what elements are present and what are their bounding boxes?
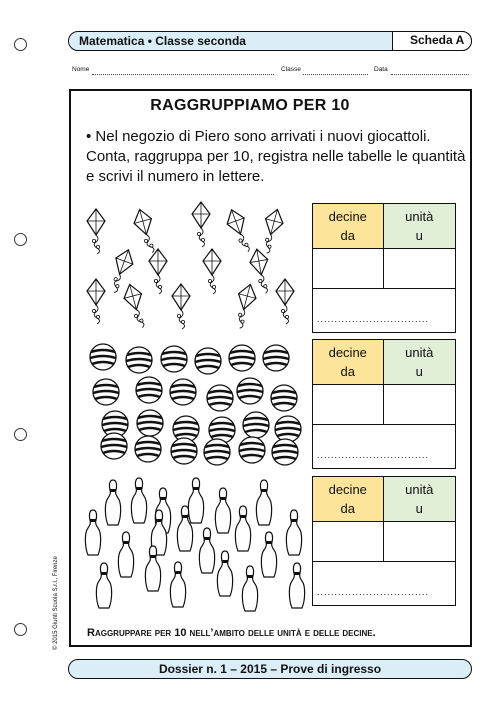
- number-in-words-cell[interactable]: ................................: [313, 424, 455, 468]
- scheda-label: Scheda A: [392, 31, 472, 51]
- bowling-pin-icon: [85, 478, 304, 611]
- decine-input-cell[interactable]: [313, 521, 384, 561]
- exercise-title: RAGGRUPPIAMO PER 10: [150, 97, 350, 114]
- decine-header: decine da: [313, 340, 384, 384]
- place-value-table-pins: [312, 476, 456, 606]
- place-value-table-kites: [312, 203, 456, 333]
- place-value-table-balls: [312, 339, 456, 469]
- unita-input-cell[interactable]: [384, 384, 456, 424]
- decine-header: decine da: [313, 204, 384, 248]
- exercise-note: Raggruppare per 10 nell’ambito delle unità e delle decine.: [87, 627, 376, 639]
- data-label: Data: [374, 66, 388, 73]
- decine-input-cell[interactable]: [313, 384, 384, 424]
- footer-dossier: Dossier n. 1 – 2015 – Prove di ingresso: [158, 662, 382, 676]
- number-in-words-cell[interactable]: ................................: [313, 288, 455, 332]
- unita-header: unità u: [384, 204, 456, 248]
- nome-label: Nome: [72, 66, 90, 73]
- exercise-instruction: • Nel negozio di Piero sono arrivati i nuovi giocattoli. Conta, raggruppa per 10, registra nelle tabelle le quantità e scrivi il numero in lettere.: [86, 128, 466, 185]
- header-title: Matematica • Classe seconda: [79, 34, 246, 48]
- unita-input-cell[interactable]: [384, 521, 456, 561]
- classe-label: Classe: [281, 66, 301, 73]
- unita-input-cell[interactable]: [384, 248, 456, 288]
- ball-icon: [90, 344, 301, 465]
- number-in-words-cell[interactable]: ................................: [313, 561, 455, 605]
- unita-header: unità u: [384, 477, 456, 521]
- kite-icon: [87, 202, 294, 330]
- decine-header: decine da: [313, 477, 384, 521]
- unita-header: unità u: [384, 340, 456, 384]
- copyright-text: © 2015 Giunti Scuola S.r.l., Firenze: [53, 556, 59, 650]
- decine-input-cell[interactable]: [313, 248, 384, 288]
